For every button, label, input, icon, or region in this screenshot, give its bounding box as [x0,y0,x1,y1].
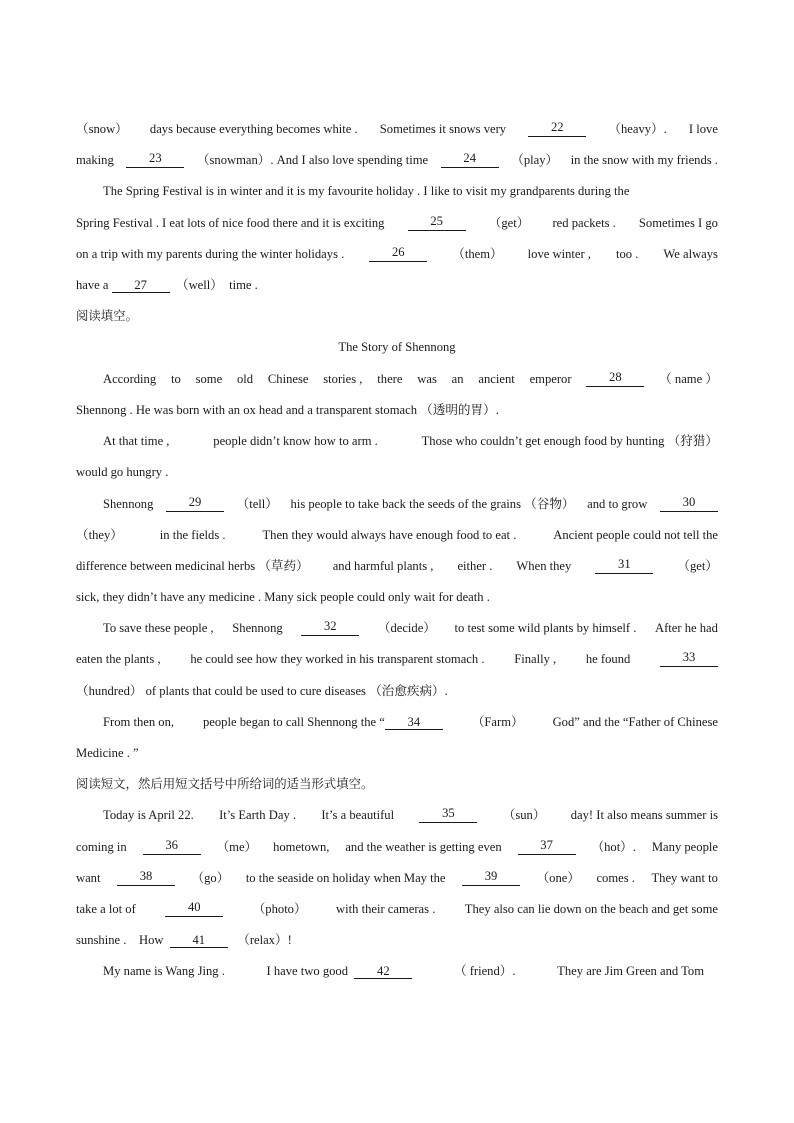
text-segment: My name is Wang Jing . [103,964,225,978]
text-segment: to the seaside on holiday when May the [245,871,446,885]
text-segment: have a [76,278,109,292]
text-segment: coming in [76,840,127,854]
text-segment: When they [516,559,572,573]
text-segment: They are Jim Green and Tom [557,964,704,978]
text-segment: either . [457,559,493,573]
text-segment: （ name ） [659,372,718,386]
text-segment: difference between medicinal herbs （草药） [76,559,309,573]
answer-blank[interactable]: 39 [462,870,520,886]
passage-line [103,620,718,636]
passage-line [103,433,718,449]
text-segment: too . [615,247,639,261]
text-segment: （get） [677,559,718,573]
answer-blank[interactable]: 29 [166,496,224,512]
text-segment: hometown, [273,840,330,854]
text-segment: in the snow with my friends . [570,153,718,167]
section-heading: 阅读填空。 [76,308,138,323]
passage-line [76,901,718,917]
answer-blank[interactable]: 37 [518,839,576,855]
passage-line [103,714,718,730]
text-segment: According [103,372,157,386]
answer-blank[interactable]: 42 [354,965,412,979]
text-segment: God” and the “Father of Chinese [552,715,718,729]
text-segment: （relax）! [237,933,292,947]
passage-line: would go hungry . [76,465,169,479]
text-segment: people began to call Shennong the “ [202,715,385,729]
passage-line [76,527,718,543]
text-segment: They want to [651,871,718,885]
text-segment: love winter , [527,247,591,261]
answer-blank[interactable]: 32 [301,620,359,636]
answer-blank[interactable]: 27 [112,279,170,293]
text-segment: Sometimes I go [638,216,718,230]
passage-line: sick, they didn’t have any medicine . Many sick people could only wait for death . [76,590,490,604]
text-segment: To save these people , [103,621,214,635]
passage-line: Medicine . ” [76,746,139,760]
passage-line: （hundred） of plants that could be used to cure diseases （治愈疾病）. [76,684,448,698]
text-segment: They also can lie down on the beach and get some [464,902,718,916]
text-segment: （hot）. [591,840,636,854]
text-segment: to [170,372,181,386]
text-segment: people didn’t know how to arm . [213,434,378,448]
text-segment: （me） [216,840,258,854]
text-segment: there [377,372,403,386]
answer-blank[interactable]: 34 [385,716,443,730]
text-segment: he could see how they worked in his transparent stomach . [190,652,485,666]
text-segment: Shennong [103,497,154,511]
text-segment: （ friend）. [453,964,516,978]
passage-line [76,277,718,293]
text-segment: Today is April 22. [103,808,194,822]
passage-line [76,558,718,574]
text-segment: and to grow [587,497,648,511]
text-segment: Many people [651,840,718,854]
text-segment: （heavy）. [608,122,667,136]
text-segment: emperor [529,372,572,386]
text-segment: Sometimes it snows very [379,122,507,136]
text-segment: （tell） [236,497,278,511]
text-segment: Then they would always have enough food to eat . [262,528,517,542]
answer-blank[interactable]: 35 [419,807,477,823]
answer-blank[interactable]: 30 [660,496,718,512]
text-segment: time . [229,278,258,292]
text-segment: days because everything becomes white . [149,122,358,136]
text-segment: （Farm） [471,715,524,729]
text-segment: （photo） [252,902,307,916]
text-segment: After he had [655,621,718,635]
text-segment: some [195,372,223,386]
text-segment: and the weather is getting even [345,840,502,854]
answer-blank[interactable]: 22 [528,121,586,137]
answer-blank[interactable]: 41 [170,934,228,948]
text-segment: （decide） [377,621,436,635]
text-segment: （well） [175,278,223,292]
passage-line [76,121,718,137]
passage-line [103,371,718,387]
text-segment: I have two good [266,964,349,978]
text-segment: Spring Festival . I eat lots of nice food there and it is exciting [76,216,385,230]
text-segment: （them） [452,247,503,261]
text-segment: We always [663,247,718,261]
passage-line [76,870,718,886]
text-segment: his people to take back the seeds of the grains （谷物） [290,497,575,511]
text-segment: day! It also means summer is [570,808,718,822]
text-segment: with their cameras . [336,902,436,916]
text-segment: Those who couldn’t get enough food by hunting （狩猎） [421,434,718,448]
passage-line [76,215,718,231]
answer-blank[interactable]: 40 [165,901,223,917]
passage-line [103,963,704,979]
passage-title: The Story of Shennong [338,340,456,354]
text-segment: It’s a beautiful [321,808,395,822]
text-segment: ancient [478,372,515,386]
passage-line [103,807,718,823]
passage-line [76,932,718,948]
text-segment: on a trip with my parents during the winter holidays . [76,247,345,261]
text-segment: Shennong [232,621,283,635]
passage-line [76,152,718,168]
text-segment: was [417,372,437,386]
text-segment: （sun） [502,808,546,822]
text-segment: take a lot of [76,902,136,916]
passage-line [76,839,718,855]
text-segment: I love [688,122,718,136]
passage-line: The Spring Festival is in winter and it is my favourite holiday . I like to visit my grandparents during the [103,184,630,198]
text-segment: want [76,871,101,885]
text-segment: （get） [488,216,530,230]
text-segment: and harmful plants , [332,559,434,573]
text-segment: stories , [323,372,363,386]
text-segment: an [451,372,464,386]
text-segment: It’s Earth Day . [219,808,297,822]
text-segment: Finally , [514,652,557,666]
answer-blank[interactable]: 24 [441,152,499,168]
text-segment: （play） [511,153,559,167]
section-heading: 阅读短文，然后用短文括号中所给词的适当形式填空。 [76,776,374,791]
text-segment: sunshine . [76,933,127,947]
answer-blank[interactable]: 28 [586,371,644,387]
text-segment: From then on, [103,715,175,729]
text-segment: in the fields . [159,528,226,542]
answer-blank[interactable]: 36 [143,839,201,855]
text-segment: red packets . [552,216,616,230]
passage-line [76,651,718,667]
passage-line [103,496,718,512]
answer-blank[interactable]: 38 [117,870,175,886]
text-segment: At that time , [103,434,170,448]
answer-blank[interactable]: 26 [369,246,427,262]
text-segment: eaten the plants , [76,652,161,666]
text-segment: making [76,153,114,167]
text-segment: （snowman）. And I also love spending time [196,153,429,167]
text-segment: How [138,933,164,947]
text-segment: he found [585,652,631,666]
passage-line [76,246,718,262]
text-segment: comes . [596,871,635,885]
text-segment: Chinese [267,372,309,386]
text-segment: old [236,372,254,386]
text-segment: to test some wild plants by himself . [454,621,637,635]
text-segment: （one） [536,871,580,885]
text-segment: （they） [76,528,123,542]
answer-blank[interactable]: 33 [660,651,718,667]
text-segment: （snow） [76,122,128,136]
text-segment: （go） [191,871,230,885]
answer-blank[interactable]: 25 [408,215,466,231]
passage-line: Shennong . He was born with an ox head and a transparent stomach （透明的胃）. [76,403,499,417]
answer-blank[interactable]: 23 [126,152,184,168]
text-segment: Ancient people could not tell the [553,528,718,542]
answer-blank[interactable]: 31 [595,558,653,574]
